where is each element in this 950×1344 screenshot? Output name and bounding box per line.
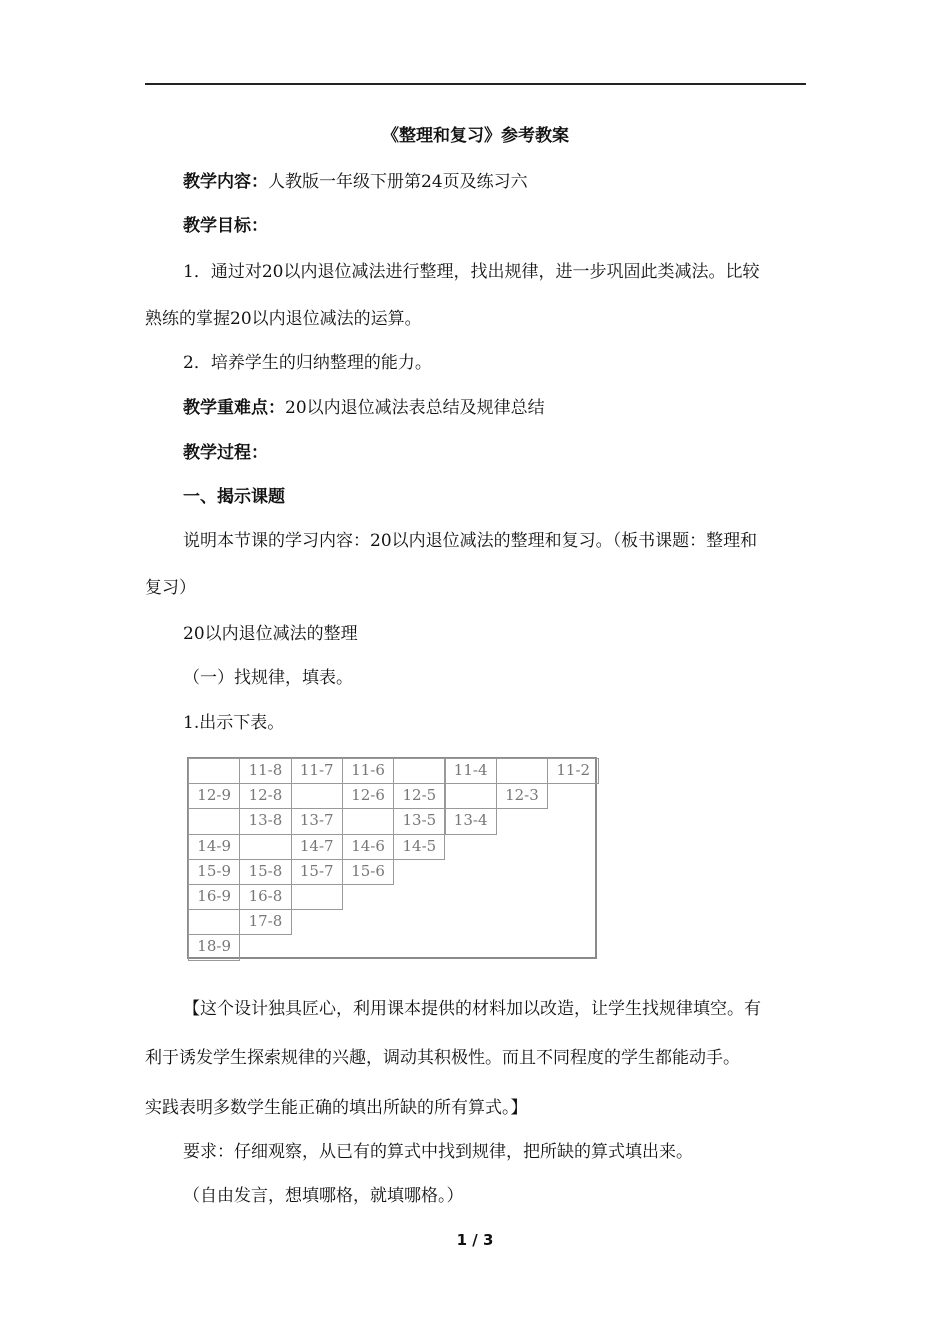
- table-cell: 17-8: [239, 909, 291, 935]
- table-cell: [291, 884, 343, 910]
- content-line: [145, 170, 806, 194]
- key-text: 20以内退位减法表总结及规律总结: [285, 398, 545, 418]
- table-cell: [188, 758, 240, 784]
- table-cell: 11-8: [239, 758, 291, 784]
- table-cell: 14-6: [342, 834, 394, 860]
- content-label: 教学内容：: [183, 172, 268, 192]
- goal1-line2: 熟练的掌握20以内退位减法的运算。: [145, 309, 422, 329]
- table-cell: 12-8: [239, 783, 291, 809]
- table-cell: 18-9: [188, 934, 240, 960]
- table-cell: 13-8: [239, 808, 291, 834]
- comment-line3: 实践表明多数学生能正确的填出所缺的所有算式。】: [145, 1098, 528, 1118]
- content-text: 人教版一年级下册第24页及练习六: [268, 172, 528, 192]
- table-cell: [239, 834, 291, 860]
- table-cell: [393, 758, 445, 784]
- table-cell: [445, 783, 497, 809]
- step1-1: 1.出示下表。: [183, 713, 285, 733]
- intro-line2: 复习）: [145, 578, 196, 598]
- table-cell: [291, 783, 343, 809]
- section1-heading: 一、揭示课题: [183, 487, 285, 507]
- table-cell: 15-7: [291, 859, 343, 885]
- table-cell: 15-9: [188, 859, 240, 885]
- table-cell: 15-8: [239, 859, 291, 885]
- table-cell: [188, 808, 240, 834]
- comment-line1: 【这个设计独具匠心，利用课本提供的材料加以改造，让学生找规律填空。有: [183, 999, 761, 1019]
- page-number: 1 / 3: [456, 1231, 494, 1249]
- table-cell: 15-6: [342, 859, 394, 885]
- table-cell: 13-5: [393, 808, 445, 834]
- table-cell: 12-9: [188, 783, 240, 809]
- step1: （一）找规律，填表。: [183, 668, 353, 688]
- table-cell: [188, 909, 240, 935]
- document-title: 《整理和复习》参考教案: [382, 126, 569, 146]
- key-label: 教学重难点：: [183, 398, 285, 418]
- free-talk: （自由发言，想填哪格，就填哪格。）: [183, 1186, 464, 1206]
- table-cell: 14-9: [188, 834, 240, 860]
- goal-label: 教学目标：: [183, 216, 268, 236]
- requirement: 要求：仔细观察，从已有的算式中找到规律，把所缺的算式填出来。: [183, 1142, 693, 1162]
- header-rule: [145, 83, 806, 85]
- key-line: [145, 396, 806, 420]
- table-cell: 13-7: [291, 808, 343, 834]
- subtraction-table: [187, 757, 597, 959]
- table-cell: 11-2: [547, 758, 599, 784]
- goal2: 2．培养学生的归纳整理的能力。: [183, 353, 432, 373]
- table-cell: [342, 808, 394, 834]
- table-cell: 12-6: [342, 783, 394, 809]
- table-cell: 12-5: [393, 783, 445, 809]
- table-cell: 14-5: [393, 834, 445, 860]
- subtitle: 20以内退位减法的整理: [183, 624, 358, 644]
- table-cell: [496, 758, 548, 784]
- table-cell: 11-7: [291, 758, 343, 784]
- comment-line2: 利于诱发学生探索规律的兴趣，调动其积极性。而且不同程度的学生都能动手。: [145, 1048, 740, 1068]
- table-cell: 11-6: [342, 758, 394, 784]
- table-cell: 16-9: [188, 884, 240, 910]
- table-cell: 14-7: [291, 834, 343, 860]
- table-cell: 11-4: [445, 758, 497, 784]
- table-cell: 12-3: [496, 783, 548, 809]
- table-cell: 16-8: [239, 884, 291, 910]
- intro-line1: 说明本节课的学习内容：20以内退位减法的整理和复习。（板书课题：整理和: [183, 531, 758, 551]
- table-cell: 13-4: [445, 808, 497, 834]
- goal1-line1: 1．通过对20以内退位减法进行整理，找出规律，进一步巩固此类减法。比较: [183, 262, 760, 282]
- process-label: 教学过程：: [183, 443, 268, 463]
